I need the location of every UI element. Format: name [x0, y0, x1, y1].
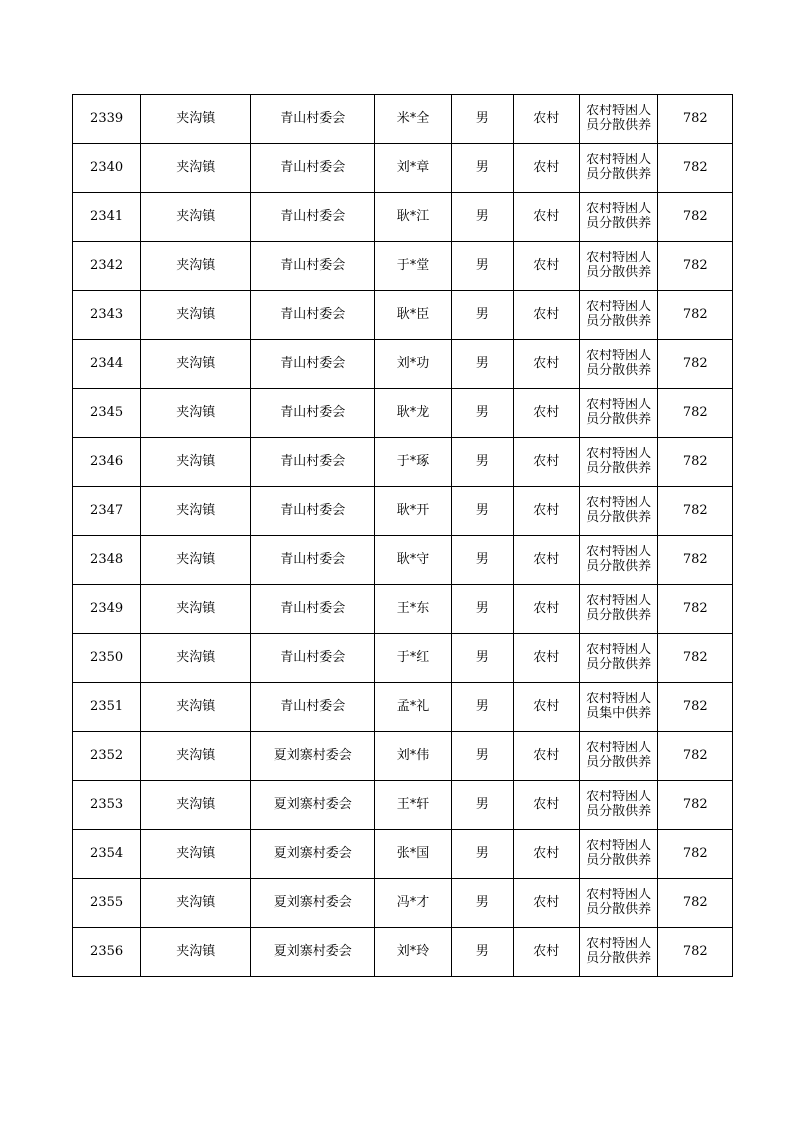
cell-index: 2346 [73, 438, 141, 487]
cell-type: 农村 [513, 536, 579, 585]
category-text: 农村特困人员分散供养 [586, 202, 652, 231]
cell-type: 农村 [513, 732, 579, 781]
cell-type: 农村 [513, 291, 579, 340]
cell-type: 农村 [513, 928, 579, 977]
cell-category [579, 242, 658, 291]
cell-gender: 男 [451, 781, 513, 830]
cell-gender: 男 [451, 732, 513, 781]
cell-category [579, 487, 658, 536]
cell-name: 刘*玲 [375, 928, 452, 977]
cell-amount: 782 [658, 585, 733, 634]
table-row [73, 193, 733, 242]
cell-amount: 782 [658, 634, 733, 683]
cell-index: 2349 [73, 585, 141, 634]
cell-index: 2339 [73, 95, 141, 144]
cell-amount: 782 [658, 879, 733, 928]
table-row [73, 95, 733, 144]
table-row [73, 144, 733, 193]
category-text: 农村特困人员分散供养 [586, 545, 652, 574]
cell-category [579, 389, 658, 438]
cell-gender: 男 [451, 242, 513, 291]
cell-type: 农村 [513, 389, 579, 438]
cell-index: 2354 [73, 830, 141, 879]
cell-amount: 782 [658, 928, 733, 977]
cell-amount: 782 [658, 830, 733, 879]
cell-town: 夹沟镇 [141, 487, 251, 536]
cell-name: 耿*臣 [375, 291, 452, 340]
cell-index: 2353 [73, 781, 141, 830]
cell-town: 夹沟镇 [141, 438, 251, 487]
cell-type: 农村 [513, 193, 579, 242]
cell-index: 2340 [73, 144, 141, 193]
cell-name: 于*琢 [375, 438, 452, 487]
cell-name: 刘*伟 [375, 732, 452, 781]
cell-index: 2352 [73, 732, 141, 781]
cell-gender: 男 [451, 830, 513, 879]
cell-name: 冯*才 [375, 879, 452, 928]
cell-town: 夹沟镇 [141, 928, 251, 977]
cell-amount: 782 [658, 95, 733, 144]
cell-category [579, 340, 658, 389]
cell-category [579, 291, 658, 340]
table-row [73, 879, 733, 928]
cell-village: 青山村委会 [251, 487, 375, 536]
cell-category [579, 781, 658, 830]
cell-name: 王*轩 [375, 781, 452, 830]
cell-village: 青山村委会 [251, 340, 375, 389]
cell-town: 夹沟镇 [141, 193, 251, 242]
cell-category [579, 830, 658, 879]
table-row [73, 830, 733, 879]
cell-gender: 男 [451, 879, 513, 928]
cell-category [579, 732, 658, 781]
category-text: 农村特困人员分散供养 [586, 496, 652, 525]
cell-village: 夏刘寨村委会 [251, 732, 375, 781]
cell-name: 王*东 [375, 585, 452, 634]
cell-type: 农村 [513, 95, 579, 144]
cell-gender: 男 [451, 585, 513, 634]
table-row [73, 340, 733, 389]
cell-category [579, 536, 658, 585]
cell-village: 青山村委会 [251, 438, 375, 487]
cell-town: 夹沟镇 [141, 340, 251, 389]
cell-amount: 782 [658, 389, 733, 438]
cell-type: 农村 [513, 634, 579, 683]
cell-gender: 男 [451, 536, 513, 585]
cell-town: 夹沟镇 [141, 634, 251, 683]
cell-gender: 男 [451, 291, 513, 340]
cell-category [579, 634, 658, 683]
category-text: 农村特困人员分散供养 [586, 839, 652, 868]
cell-amount: 782 [658, 144, 733, 193]
cell-gender: 男 [451, 144, 513, 193]
cell-type: 农村 [513, 879, 579, 928]
cell-town: 夹沟镇 [141, 389, 251, 438]
cell-gender: 男 [451, 928, 513, 977]
cell-category [579, 879, 658, 928]
table-row [73, 487, 733, 536]
cell-category [579, 95, 658, 144]
cell-index: 2356 [73, 928, 141, 977]
cell-name: 刘*章 [375, 144, 452, 193]
category-text: 农村特困人员分散供养 [586, 447, 652, 476]
cell-index: 2344 [73, 340, 141, 389]
cell-amount: 782 [658, 732, 733, 781]
cell-village: 青山村委会 [251, 95, 375, 144]
cell-amount: 782 [658, 487, 733, 536]
cell-category [579, 585, 658, 634]
cell-name: 耿*龙 [375, 389, 452, 438]
cell-village: 夏刘寨村委会 [251, 879, 375, 928]
table-body [73, 95, 733, 977]
cell-amount: 782 [658, 683, 733, 732]
cell-index: 2345 [73, 389, 141, 438]
cell-type: 农村 [513, 487, 579, 536]
cell-gender: 男 [451, 634, 513, 683]
category-text: 农村特困人员分散供养 [586, 300, 652, 329]
cell-name: 于*红 [375, 634, 452, 683]
cell-town: 夹沟镇 [141, 144, 251, 193]
cell-index: 2341 [73, 193, 141, 242]
cell-amount: 782 [658, 242, 733, 291]
cell-type: 农村 [513, 781, 579, 830]
cell-village: 青山村委会 [251, 144, 375, 193]
cell-village: 青山村委会 [251, 193, 375, 242]
category-text: 农村特困人员分散供养 [586, 104, 652, 133]
table-row [73, 242, 733, 291]
cell-village: 青山村委会 [251, 536, 375, 585]
category-text: 农村特困人员分散供养 [586, 741, 652, 770]
cell-index: 2348 [73, 536, 141, 585]
cell-name: 耿*开 [375, 487, 452, 536]
category-text: 农村特困人员分散供养 [586, 790, 652, 819]
table-row [73, 928, 733, 977]
category-text: 农村特困人员分散供养 [586, 398, 652, 427]
cell-village: 夏刘寨村委会 [251, 928, 375, 977]
cell-name: 耿*江 [375, 193, 452, 242]
table-row [73, 781, 733, 830]
cell-category [579, 438, 658, 487]
table-row [73, 683, 733, 732]
table-row [73, 585, 733, 634]
cell-gender: 男 [451, 193, 513, 242]
cell-name: 米*全 [375, 95, 452, 144]
cell-type: 农村 [513, 585, 579, 634]
cell-amount: 782 [658, 781, 733, 830]
cell-type: 农村 [513, 683, 579, 732]
cell-gender: 男 [451, 95, 513, 144]
cell-name: 张*国 [375, 830, 452, 879]
table-row [73, 634, 733, 683]
cell-index: 2343 [73, 291, 141, 340]
cell-index: 2347 [73, 487, 141, 536]
cell-name: 耿*守 [375, 536, 452, 585]
cell-index: 2355 [73, 879, 141, 928]
cell-type: 农村 [513, 438, 579, 487]
cell-town: 夹沟镇 [141, 781, 251, 830]
cell-town: 夹沟镇 [141, 536, 251, 585]
cell-town: 夹沟镇 [141, 291, 251, 340]
category-text: 农村特困人员分散供养 [586, 349, 652, 378]
category-text: 农村特困人员集中供养 [586, 692, 652, 721]
table-row [73, 732, 733, 781]
cell-name: 于*堂 [375, 242, 452, 291]
category-text: 农村特困人员分散供养 [586, 643, 652, 672]
cell-town: 夹沟镇 [141, 242, 251, 291]
cell-name: 刘*功 [375, 340, 452, 389]
category-text: 农村特困人员分散供养 [586, 594, 652, 623]
cell-index: 2342 [73, 242, 141, 291]
cell-village: 青山村委会 [251, 291, 375, 340]
cell-type: 农村 [513, 340, 579, 389]
cell-town: 夹沟镇 [141, 830, 251, 879]
cell-type: 农村 [513, 144, 579, 193]
cell-gender: 男 [451, 683, 513, 732]
category-text: 农村特困人员分散供养 [586, 153, 652, 182]
cell-amount: 782 [658, 193, 733, 242]
cell-amount: 782 [658, 340, 733, 389]
cell-amount: 782 [658, 438, 733, 487]
cell-gender: 男 [451, 438, 513, 487]
category-text: 农村特困人员分散供养 [586, 888, 652, 917]
cell-village: 青山村委会 [251, 683, 375, 732]
cell-gender: 男 [451, 389, 513, 438]
cell-village: 青山村委会 [251, 634, 375, 683]
assistance-recipients-table [72, 94, 733, 977]
category-text: 农村特困人员分散供养 [586, 937, 652, 966]
table-row [73, 536, 733, 585]
cell-category [579, 683, 658, 732]
cell-village: 夏刘寨村委会 [251, 781, 375, 830]
cell-type: 农村 [513, 242, 579, 291]
cell-type: 农村 [513, 830, 579, 879]
cell-town: 夹沟镇 [141, 732, 251, 781]
category-text: 农村特困人员分散供养 [586, 251, 652, 280]
cell-index: 2351 [73, 683, 141, 732]
cell-village: 夏刘寨村委会 [251, 830, 375, 879]
cell-town: 夹沟镇 [141, 95, 251, 144]
cell-category [579, 144, 658, 193]
cell-gender: 男 [451, 487, 513, 536]
table-row [73, 389, 733, 438]
cell-town: 夹沟镇 [141, 683, 251, 732]
cell-category [579, 193, 658, 242]
cell-village: 青山村委会 [251, 389, 375, 438]
table-row [73, 438, 733, 487]
cell-category [579, 928, 658, 977]
cell-index: 2350 [73, 634, 141, 683]
cell-town: 夹沟镇 [141, 585, 251, 634]
cell-village: 青山村委会 [251, 242, 375, 291]
cell-name: 孟*礼 [375, 683, 452, 732]
cell-gender: 男 [451, 340, 513, 389]
cell-village: 青山村委会 [251, 585, 375, 634]
table-row [73, 291, 733, 340]
cell-town: 夹沟镇 [141, 879, 251, 928]
cell-amount: 782 [658, 536, 733, 585]
cell-amount: 782 [658, 291, 733, 340]
